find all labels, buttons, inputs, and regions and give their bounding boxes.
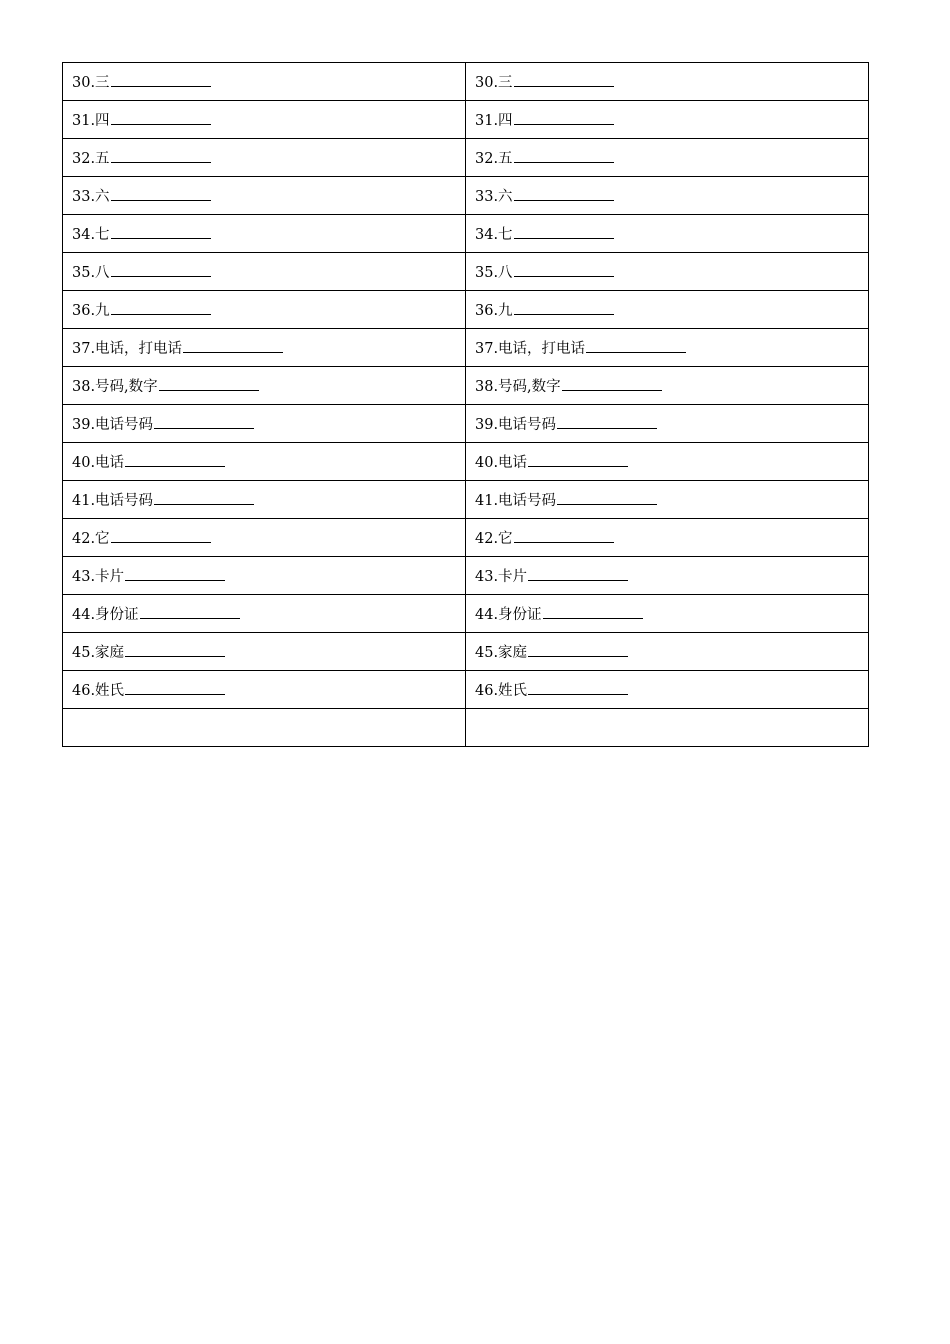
table-row bbox=[63, 481, 869, 519]
left-cell bbox=[63, 253, 466, 291]
left-cell bbox=[63, 443, 466, 481]
right-cell bbox=[466, 557, 869, 595]
prompt-text: 31.四 bbox=[475, 113, 513, 129]
answer-blank[interactable] bbox=[159, 389, 259, 391]
right-cell bbox=[466, 291, 869, 329]
table-row bbox=[63, 671, 869, 709]
prompt-text: 43.卡片 bbox=[72, 569, 125, 585]
prompt-text: 43.卡片 bbox=[475, 569, 528, 585]
prompt-text: 32.五 bbox=[72, 151, 110, 167]
left-cell bbox=[63, 633, 466, 671]
answer-blank[interactable] bbox=[140, 617, 240, 619]
prompt-text: 33.六 bbox=[72, 189, 110, 205]
answer-blank[interactable] bbox=[528, 465, 628, 467]
prompt-text: 38.号码,数字 bbox=[475, 379, 561, 395]
prompt-text: 41.电话号码 bbox=[475, 493, 557, 509]
prompt-text: 40.电话 bbox=[475, 455, 528, 471]
prompt-text: 46.姓氏 bbox=[72, 683, 125, 699]
table-row bbox=[63, 139, 869, 177]
answer-blank[interactable] bbox=[514, 541, 614, 543]
prompt-text: 34.七 bbox=[72, 227, 110, 243]
table-row bbox=[63, 291, 869, 329]
prompt-text: 45.家庭 bbox=[72, 645, 125, 661]
left-cell bbox=[63, 557, 466, 595]
left-cell bbox=[63, 329, 466, 367]
prompt-text: 41.电话号码 bbox=[72, 493, 154, 509]
right-cell bbox=[466, 329, 869, 367]
answer-blank[interactable] bbox=[514, 199, 614, 201]
prompt-text: 34.七 bbox=[475, 227, 513, 243]
table-row bbox=[63, 633, 869, 671]
answer-blank[interactable] bbox=[514, 275, 614, 277]
vocabulary-worksheet-table bbox=[62, 62, 869, 747]
right-cell bbox=[466, 367, 869, 405]
left-cell bbox=[63, 519, 466, 557]
prompt-text: 39.电话号码 bbox=[475, 417, 557, 433]
left-cell bbox=[63, 291, 466, 329]
right-cell bbox=[466, 595, 869, 633]
right-cell bbox=[466, 633, 869, 671]
empty-table-row bbox=[63, 709, 869, 747]
answer-blank[interactable] bbox=[514, 123, 614, 125]
prompt-text: 31.四 bbox=[72, 113, 110, 129]
answer-blank[interactable] bbox=[111, 237, 211, 239]
left-cell bbox=[63, 671, 466, 709]
prompt-text: 38.号码,数字 bbox=[72, 379, 158, 395]
answer-blank[interactable] bbox=[543, 617, 643, 619]
table-row bbox=[63, 329, 869, 367]
right-cell bbox=[466, 253, 869, 291]
right-cell bbox=[466, 671, 869, 709]
right-cell bbox=[466, 139, 869, 177]
answer-blank[interactable] bbox=[111, 161, 211, 163]
right-cell bbox=[466, 443, 869, 481]
right-cell bbox=[466, 177, 869, 215]
prompt-text: 30.三 bbox=[475, 75, 513, 91]
answer-blank[interactable] bbox=[154, 427, 254, 429]
answer-blank[interactable] bbox=[125, 465, 225, 467]
table-row bbox=[63, 177, 869, 215]
prompt-text: 30.三 bbox=[72, 75, 110, 91]
answer-blank[interactable] bbox=[557, 427, 657, 429]
prompt-text: 42.它 bbox=[72, 531, 110, 547]
left-cell bbox=[63, 595, 466, 633]
right-cell bbox=[466, 481, 869, 519]
prompt-text: 35.八 bbox=[72, 265, 110, 281]
answer-blank[interactable] bbox=[557, 503, 657, 505]
table-row bbox=[63, 405, 869, 443]
left-cell bbox=[63, 367, 466, 405]
worksheet-body bbox=[63, 63, 869, 747]
left-cell bbox=[63, 63, 466, 101]
answer-blank[interactable] bbox=[154, 503, 254, 505]
right-cell bbox=[466, 405, 869, 443]
answer-blank[interactable] bbox=[111, 85, 211, 87]
prompt-text: 37.电话，打电话 bbox=[72, 341, 183, 357]
answer-blank[interactable] bbox=[528, 693, 628, 695]
prompt-text: 32.五 bbox=[475, 151, 513, 167]
table-row bbox=[63, 595, 869, 633]
prompt-text: 36.九 bbox=[475, 303, 513, 319]
left-cell bbox=[63, 215, 466, 253]
prompt-text: 39.电话号码 bbox=[72, 417, 154, 433]
prompt-text: 37.电话，打电话 bbox=[475, 341, 586, 357]
prompt-text: 35.八 bbox=[475, 265, 513, 281]
answer-blank[interactable] bbox=[125, 579, 225, 581]
right-cell bbox=[466, 101, 869, 139]
prompt-text: 42.它 bbox=[475, 531, 513, 547]
table-row bbox=[63, 367, 869, 405]
answer-blank[interactable] bbox=[111, 541, 211, 543]
table-row bbox=[63, 253, 869, 291]
table-row bbox=[63, 63, 869, 101]
table-row bbox=[63, 443, 869, 481]
answer-blank[interactable] bbox=[125, 655, 225, 657]
answer-blank[interactable] bbox=[562, 389, 662, 391]
answer-blank[interactable] bbox=[111, 199, 211, 201]
empty-right-cell bbox=[466, 709, 869, 747]
answer-blank[interactable] bbox=[528, 579, 628, 581]
answer-blank[interactable] bbox=[514, 161, 614, 163]
answer-blank[interactable] bbox=[528, 655, 628, 657]
prompt-text: 46.姓氏 bbox=[475, 683, 528, 699]
left-cell bbox=[63, 405, 466, 443]
prompt-text: 40.电话 bbox=[72, 455, 125, 471]
table-row bbox=[63, 557, 869, 595]
left-cell bbox=[63, 481, 466, 519]
answer-blank[interactable] bbox=[111, 123, 211, 125]
right-cell bbox=[466, 63, 869, 101]
prompt-text: 33.六 bbox=[475, 189, 513, 205]
prompt-text: 44.身份证 bbox=[72, 607, 139, 623]
prompt-text: 44.身份证 bbox=[475, 607, 542, 623]
left-cell bbox=[63, 139, 466, 177]
prompt-text: 36.九 bbox=[72, 303, 110, 319]
answer-blank[interactable] bbox=[586, 351, 686, 353]
table-row bbox=[63, 101, 869, 139]
answer-blank[interactable] bbox=[111, 275, 211, 277]
empty-left-cell bbox=[63, 709, 466, 747]
table-row bbox=[63, 519, 869, 557]
answer-blank[interactable] bbox=[183, 351, 283, 353]
answer-blank[interactable] bbox=[111, 313, 211, 315]
left-cell bbox=[63, 177, 466, 215]
prompt-text: 45.家庭 bbox=[475, 645, 528, 661]
table-row bbox=[63, 215, 869, 253]
right-cell bbox=[466, 215, 869, 253]
answer-blank[interactable] bbox=[125, 693, 225, 695]
answer-blank[interactable] bbox=[514, 313, 614, 315]
answer-blank[interactable] bbox=[514, 85, 614, 87]
right-cell bbox=[466, 519, 869, 557]
answer-blank[interactable] bbox=[514, 237, 614, 239]
left-cell bbox=[63, 101, 466, 139]
